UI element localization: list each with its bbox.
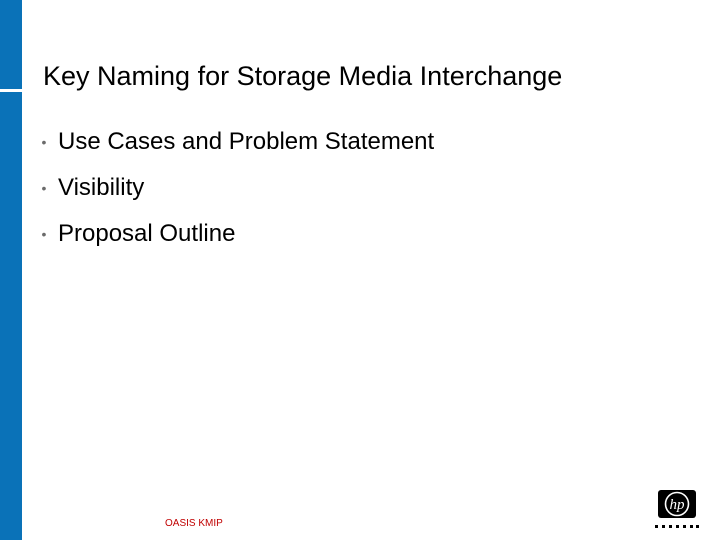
accent-sidebar-bar [0,0,22,540]
bullet-dot-icon: • [41,134,47,150]
logo-mark [658,490,696,518]
bullet-dot-icon: • [41,180,47,196]
bullet-text: Use Cases and Problem Statement [58,128,435,155]
bullet-item [30,211,434,257]
bullet-dot-icon: • [41,226,47,242]
logo-tagline-graphic [654,522,700,530]
bullet-item [30,165,434,211]
hp-logo-graphic [658,490,696,518]
title-divider-rule [0,89,22,92]
bullet-list [30,119,434,257]
bullet-text: Visibility [58,174,145,201]
svg-text:hp: hp [669,497,685,513]
bullet-item [30,119,434,165]
slide-title: Key Naming for Storage Media Interchange [43,61,563,91]
hp-logo-icon [654,490,700,532]
bullet-text: Proposal Outline [58,220,236,247]
footer-label: OASIS KMIP [165,518,223,529]
